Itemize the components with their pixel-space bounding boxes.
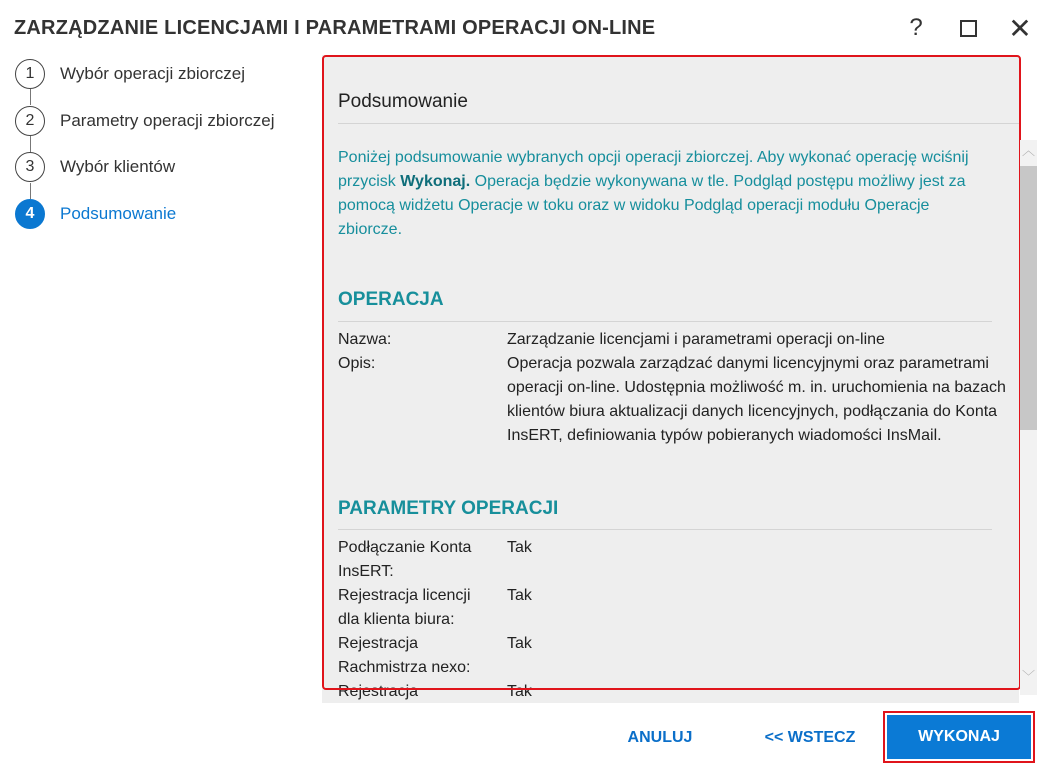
parameters-heading: PARAMETRY OPERACJI bbox=[338, 498, 559, 519]
parameter-value: Tak bbox=[507, 635, 532, 652]
step-connector bbox=[30, 136, 31, 152]
divider bbox=[338, 529, 992, 530]
step-number: 4 bbox=[15, 199, 45, 229]
parameter-label: Podłączanie Konta InsERT: bbox=[338, 539, 472, 580]
wizard-step-1[interactable] bbox=[15, 59, 245, 89]
parameter-label: Rejestracja bbox=[338, 683, 419, 700]
step-label: Wybór operacji zbiorczej bbox=[60, 64, 246, 83]
close-icon[interactable]: ✕ bbox=[1008, 12, 1032, 44]
divider bbox=[338, 123, 1019, 124]
chevron-down-icon[interactable]: ﹀ bbox=[1021, 669, 1035, 684]
scrollbar-thumb[interactable] bbox=[1020, 166, 1037, 430]
intro-text: Poniżej podsumowanie wybranych opcji operacji zbiorczej. Aby wykonać operację wciśnij przycisk bbox=[338, 149, 969, 190]
wizard-step-2[interactable] bbox=[15, 106, 274, 136]
step-connector bbox=[30, 89, 31, 105]
field-label: Opis: bbox=[338, 355, 376, 372]
field-value: Operacja pozwala zarządzać danymi licencyjnymi oraz parametrami operacji on-line. Udostępnia możliwość m. in. uruchomienia na bazach klientów biura aktualizacji danych licencyjnych, podłączania do Konta InsERT, definiowania typów pobieranych wiadomości InsMail. bbox=[507, 355, 1006, 444]
back-button[interactable]: << WSTECZ bbox=[764, 729, 856, 746]
parameter-label: Rejestracja Rachmistrza nexo: bbox=[338, 635, 471, 676]
wizard-step-4[interactable] bbox=[15, 199, 176, 229]
field-label: Nazwa: bbox=[338, 331, 392, 348]
summary-title: Podsumowanie bbox=[338, 91, 468, 112]
cancel-button[interactable]: ANULUJ bbox=[627, 729, 693, 746]
parameter-label: Rejestracja licencji dla klienta biura: bbox=[338, 587, 471, 628]
step-label: Parametry operacji zbiorczej bbox=[60, 111, 275, 130]
intro-emphasis: Wykonaj. bbox=[400, 173, 471, 190]
step-number: 3 bbox=[15, 152, 45, 182]
step-number: 2 bbox=[15, 106, 45, 136]
step-number: 1 bbox=[15, 59, 45, 89]
parameter-value: Tak bbox=[507, 683, 532, 700]
step-connector bbox=[30, 183, 31, 199]
wizard-steps bbox=[0, 56, 320, 256]
divider bbox=[338, 321, 992, 322]
chevron-up-icon[interactable]: ︿ bbox=[1021, 143, 1035, 158]
field-value: Zarządzanie licencjami i parametrami operacji on-line bbox=[507, 331, 885, 348]
step-label: Podsumowanie bbox=[60, 204, 177, 223]
help-icon[interactable]: ? bbox=[909, 14, 923, 41]
wizard-step-3[interactable] bbox=[15, 152, 175, 182]
maximize-icon[interactable] bbox=[952, 12, 984, 44]
parameter-value: Tak bbox=[507, 539, 532, 556]
window-title: ZARZĄDZANIE LICENCJAMI I PARAMETRAMI OPERACJI ON-LINE bbox=[14, 17, 656, 39]
parameter-value: Tak bbox=[507, 587, 532, 604]
title-bar bbox=[0, 0, 1049, 56]
intro-text: Operacja będzie wykonywana w tle. Podgląd postępu możliwy jest za pomocą widżetu Operacje w toku oraz w widoku Podgląd operacji modułu Operacje zbiorcze. bbox=[338, 173, 966, 238]
step-label: Wybór klientów bbox=[60, 157, 176, 176]
summary-intro bbox=[338, 146, 993, 242]
operation-heading: OPERACJA bbox=[338, 289, 444, 310]
execute-button[interactable]: WYKONAJ bbox=[887, 715, 1031, 759]
summary-panel[interactable] bbox=[322, 55, 1019, 703]
